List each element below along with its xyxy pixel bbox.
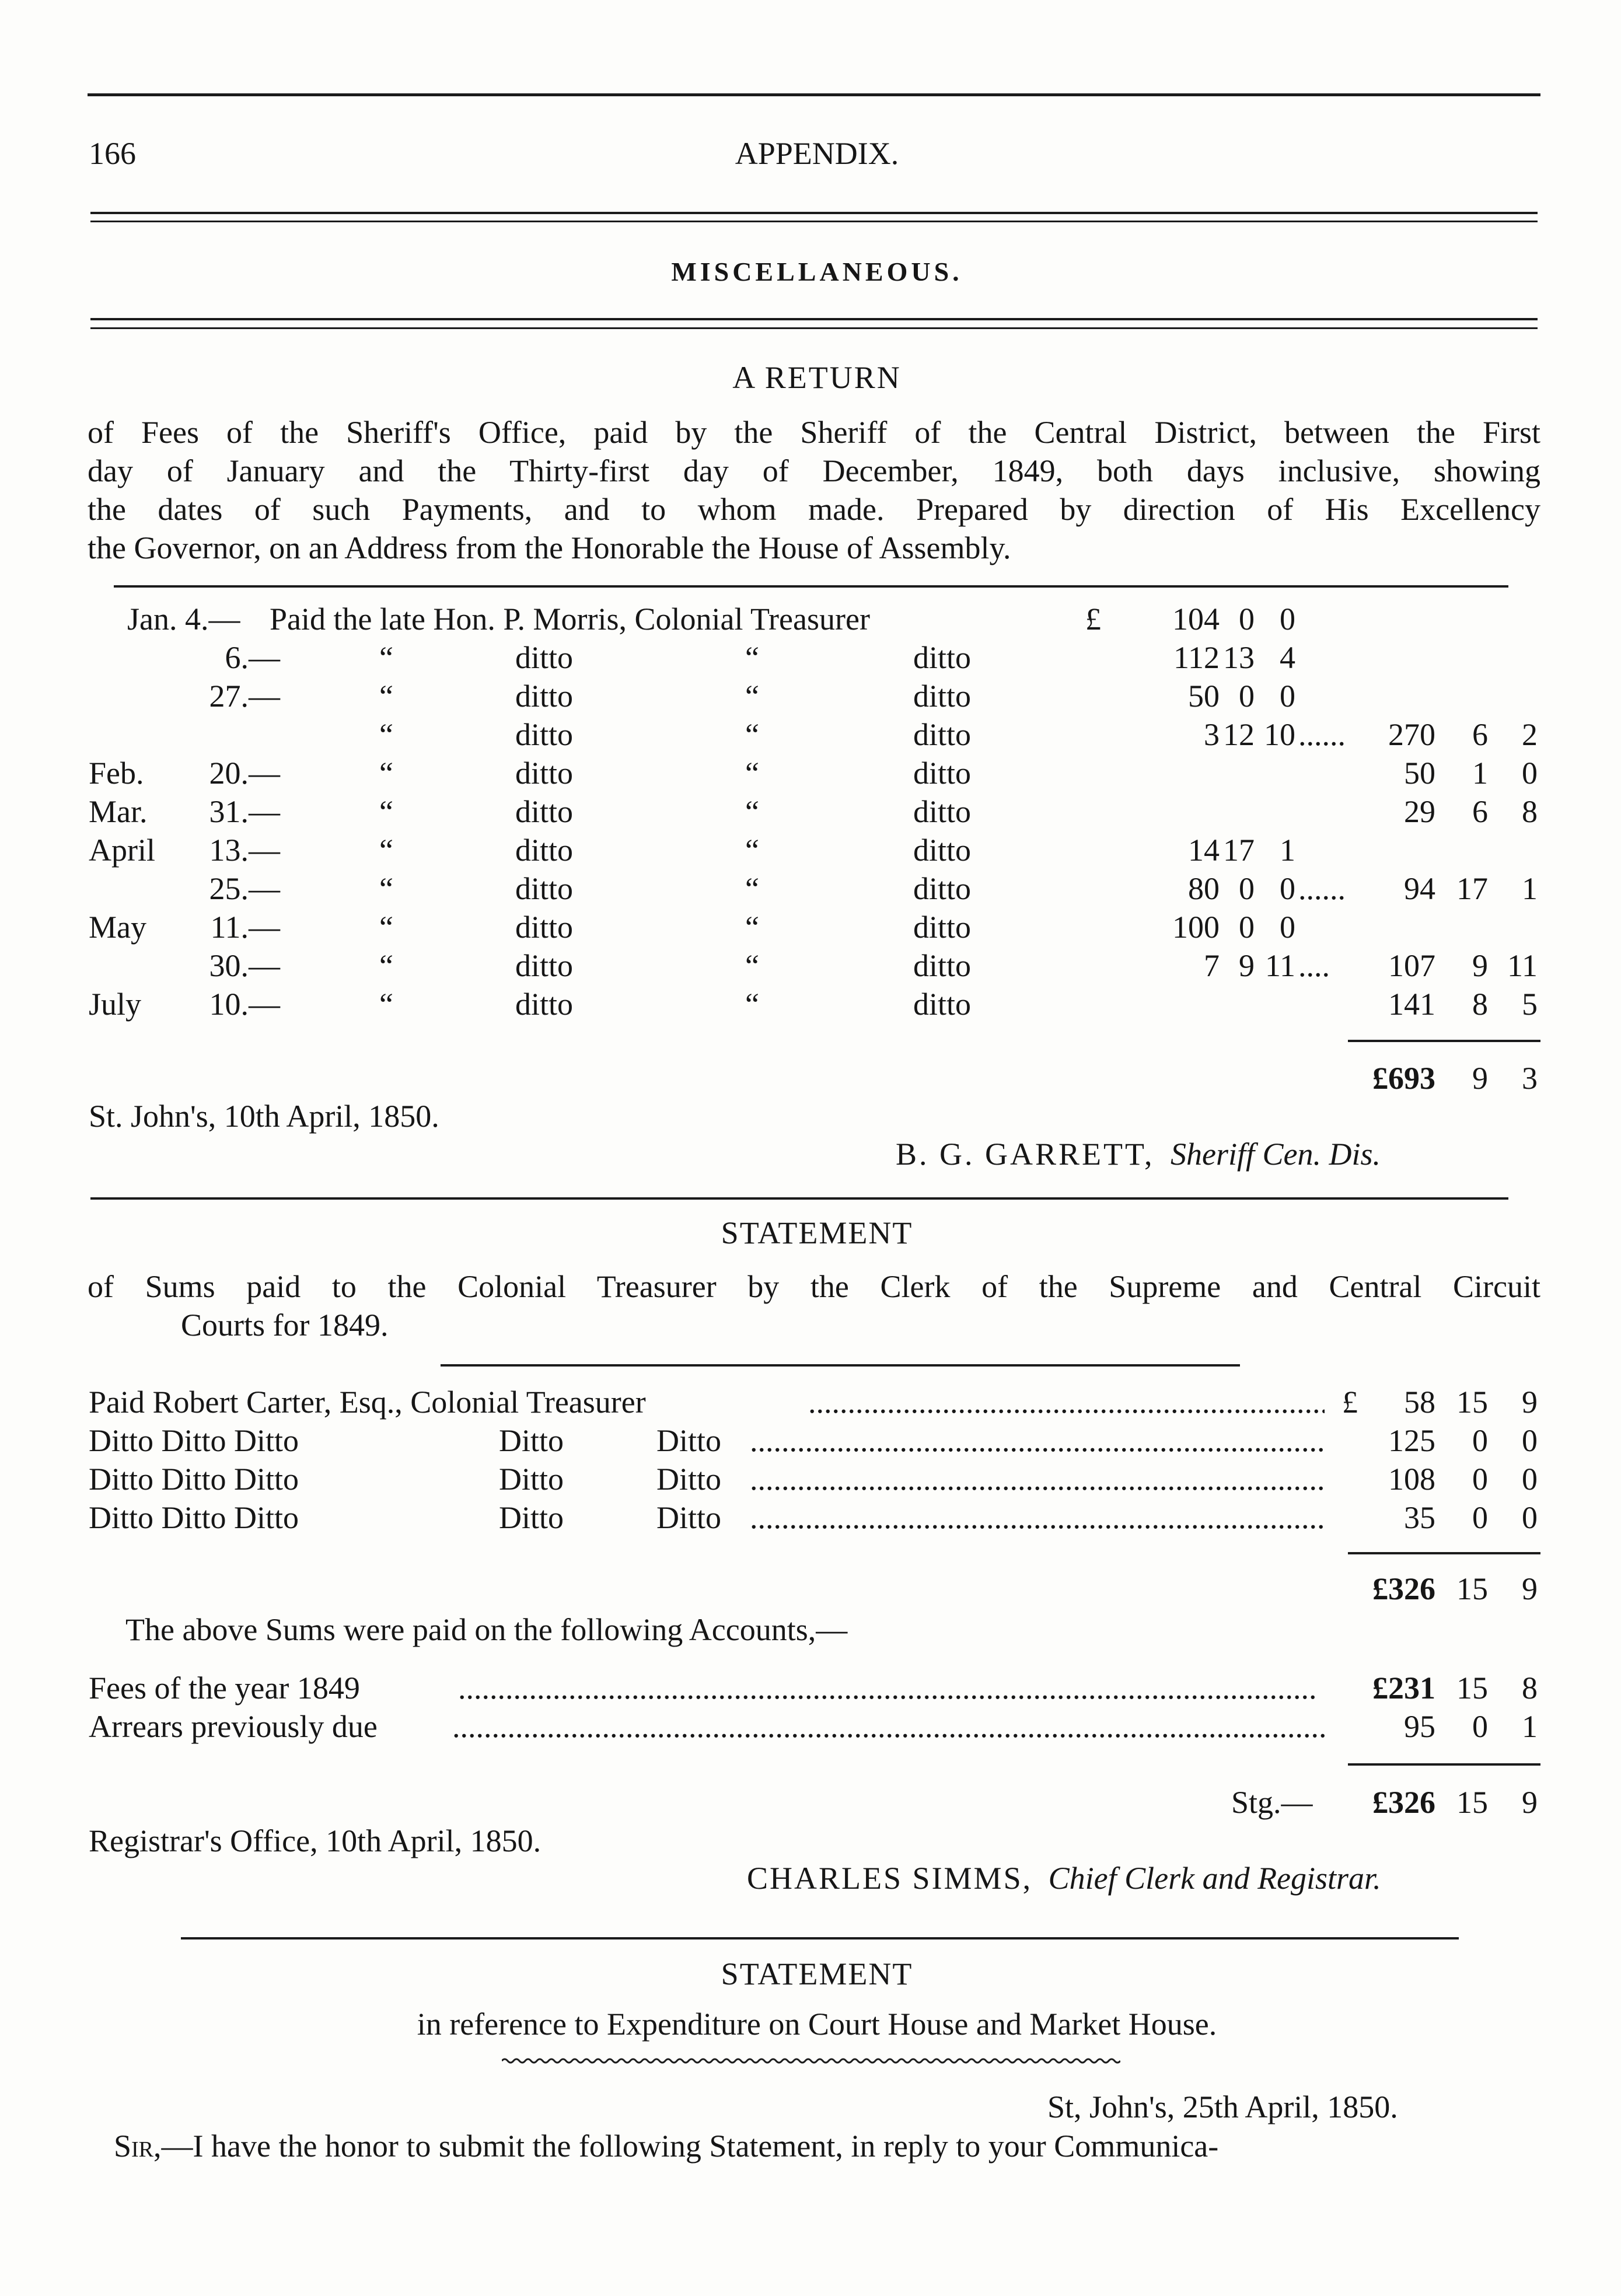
ditto-mark: “ [745,640,759,675]
row-a-pounds: 50 [1188,679,1220,714]
statement1-subtotal-rule [1348,1552,1540,1554]
section-rule-2 [90,327,1538,329]
row-pounds: 125 [1388,1423,1435,1458]
return-row-4 [0,754,1621,792]
return-row-6 [0,831,1621,869]
row-month: Mar. [89,794,148,829]
row-b-pounds: 94 [1404,871,1435,906]
row-payee: Paid the late Hon. P. Morris, Colonial Treasurer [270,602,870,637]
statement2-date: St, John's, 25th April, 1850. [1047,2089,1398,2124]
row-b-pence: 2 [1522,717,1538,752]
row-b-pounds: 141 [1388,987,1435,1022]
row-b-shillings: 1 [1472,756,1488,791]
row-month: Feb. [89,756,144,791]
account-pence: 1 [1522,1709,1538,1744]
account-row-0 [0,1669,1621,1707]
total-prefix: Stg.— [1231,1785,1313,1820]
ditto-mark: “ [745,948,759,983]
row-pounds: 58 [1404,1385,1435,1420]
row-pound-sign: £ [1085,602,1101,637]
row-shillings: 0 [1472,1423,1488,1458]
return-title: A RETURN [732,360,902,395]
row-b-pence: 8 [1522,794,1538,829]
statement1-intro-line1: of Sums paid to the Colonial Treasurer by the Clerk of the Supreme and Central Circuit [88,1269,1540,1304]
row-a-shillings: 12 [1223,717,1255,752]
row-leader: ...... [1298,871,1346,906]
row-a-shillings: 17 [1223,833,1255,868]
header-rule-1 [90,212,1538,214]
row-pounds: 35 [1404,1500,1435,1535]
row-ditto: ditto [913,794,972,829]
statement1-place-date: Registrar's Office, 10th April, 1850. [89,1823,542,1858]
row-a-pence: 0 [1280,679,1295,714]
statement2-subtitle: in reference to Expenditure on Court House and Market House. [417,2007,1217,2042]
ditto-mark: “ [379,987,393,1022]
ditto-mark: “ [745,987,759,1022]
return-place-date: St. John's, 10th April, 1850. [89,1099,439,1134]
ditto-mark: “ [745,910,759,945]
row-a-pence: 11 [1265,948,1295,983]
ditto-mark: “ [379,717,393,752]
row-b-pounds: 29 [1404,794,1435,829]
row-ditto: Ditto [499,1500,564,1535]
signature-title: Sheriff Cen. Dis. [1171,1137,1381,1172]
row-day: 13.— [209,833,280,868]
row-dot-leader [750,1421,1325,1460]
statement1-row-3 [0,1498,1621,1537]
return-intro-line: the dates of such Payments, and to whom made. Prepared by direction of His Excellency [88,492,1540,527]
row-month: July [89,987,142,1022]
statement1-signature [747,1859,1381,1897]
statement1-end-rule [181,1937,1459,1939]
row-day: 11.— [210,910,280,945]
statement2-title: STATEMENT [721,1956,913,1991]
account-row-1 [0,1707,1621,1746]
signature-name: CHARLES SIMMS, [747,1861,1033,1896]
row-day: 20.— [209,756,280,791]
row-ditto: ditto [913,640,972,675]
row-ditto: ditto [913,756,972,791]
return-row-2 [0,677,1621,715]
return-row-0 [0,600,1621,638]
row-a-shillings: 13 [1223,640,1255,675]
row-b-shillings: 8 [1472,987,1488,1022]
row-leader: ...... [1298,717,1346,752]
return-total-rule [1348,1040,1540,1042]
statement1-row-1 [0,1421,1621,1460]
statement1-title: STATEMENT [721,1215,913,1250]
row-a-pence: 1 [1280,833,1295,868]
return-rule [114,585,1508,588]
subtotal-pence: 9 [1522,1571,1538,1606]
row-ditto: Ditto [499,1423,564,1458]
row-a-pounds: 7 [1204,948,1220,983]
return-row-9 [0,946,1621,985]
return-row-5 [0,792,1621,831]
ditto-mark: “ [745,833,759,868]
row-shillings: 0 [1472,1462,1488,1497]
return-row-1 [0,638,1621,677]
signature-name: B. G. GARRETT, [896,1137,1155,1172]
account-shillings: 15 [1456,1671,1488,1706]
return-intro-line: of Fees of the Sheriff's Office, paid by the Sheriff of the Central District, between the First [88,415,1540,450]
ditto-mark: “ [379,948,393,983]
row-description: Paid Robert Carter, Esq., Colonial Treasurer [89,1385,646,1420]
row-b-pounds: 107 [1388,948,1435,983]
account-label: Arrears previously due [89,1709,378,1744]
row-ditto: ditto [515,871,574,906]
running-title: APPENDIX. [735,136,899,171]
ditto-mark: “ [379,640,393,675]
row-ditto: ditto [913,717,972,752]
wavy-rule [502,2055,1120,2067]
ditto-mark: “ [745,756,759,791]
row-ditto: Ditto [656,1462,722,1497]
row-a-pounds: 104 [1172,602,1220,637]
row-a-pence: 0 [1280,910,1295,945]
row-ditto: ditto [913,987,972,1022]
row-b-pence: 0 [1522,756,1538,791]
row-b-shillings: 9 [1472,948,1488,983]
header-rule-2 [90,221,1538,222]
ditto-mark: “ [379,756,393,791]
row-a-pounds: 112 [1173,640,1220,675]
statement1-subtotal [0,1570,1621,1608]
row-a-shillings: 0 [1239,602,1255,637]
row-ditto: ditto [515,833,574,868]
salutation: Sir, [114,2129,162,2164]
return-row-8 [0,908,1621,946]
row-a-pounds: 100 [1172,910,1220,945]
row-day: 10.— [209,987,280,1022]
row-description: Ditto Ditto Ditto [89,1462,299,1497]
subtotal-pounds: £326 [1372,1571,1435,1606]
row-b-shillings: 6 [1472,717,1488,752]
ditto-mark: “ [379,910,393,945]
account-label: Fees of the year 1849 [89,1671,360,1706]
ditto-mark: “ [379,833,393,868]
accounts-heading: The above Sums were paid on the following Accounts,— [125,1612,848,1647]
top-rule [88,93,1540,96]
total-pence: 3 [1522,1061,1538,1096]
row-pence: 0 [1522,1500,1538,1535]
row-dot-leader [452,1707,1325,1746]
row-ditto: ditto [515,679,574,714]
account-shillings: 0 [1472,1709,1488,1744]
row-a-shillings: 9 [1239,948,1255,983]
ditto-mark: “ [379,794,393,829]
row-ditto: Ditto [656,1500,722,1535]
row-pounds: 108 [1388,1462,1435,1497]
row-a-shillings: 0 [1239,910,1255,945]
row-b-pence: 11 [1507,948,1538,983]
total-pounds: £693 [1372,1061,1435,1096]
ditto-mark: “ [745,871,759,906]
row-b-pounds: 50 [1404,756,1435,791]
row-b-pence: 1 [1522,871,1538,906]
total-shillings: 9 [1472,1061,1488,1096]
ditto-mark: “ [379,871,393,906]
section-rule-1 [90,318,1538,320]
return-total [0,1059,1621,1098]
statement1-row-2 [0,1460,1621,1498]
row-dot-leader [458,1669,1319,1707]
return-row-7 [0,869,1621,908]
row-ditto: ditto [515,717,574,752]
total-pounds: £326 [1372,1785,1435,1820]
row-ditto: ditto [515,987,574,1022]
return-end-rule [90,1197,1508,1200]
row-pound-sign: £ [1342,1385,1358,1420]
statement1-intro-line2: Courts for 1849. [181,1308,389,1343]
statement1-total-rule [1348,1763,1540,1766]
row-ditto: ditto [913,871,972,906]
row-ditto: ditto [913,679,972,714]
total-shillings: 15 [1456,1785,1488,1820]
row-description: Ditto Ditto Ditto [89,1500,299,1535]
row-ditto: ditto [913,948,972,983]
row-day: Jan. 4.— [127,602,240,637]
ditto-mark: “ [745,717,759,752]
return-signature [896,1135,1381,1173]
account-pence: 8 [1522,1671,1538,1706]
ditto-mark: “ [379,679,393,714]
row-description: Ditto Ditto Ditto [89,1423,299,1458]
statement1-total [0,1783,1621,1822]
subtotal-shillings: 15 [1456,1571,1488,1606]
row-pence: 0 [1522,1423,1538,1458]
row-ditto: ditto [913,910,972,945]
row-day: 30.— [209,948,280,983]
account-pounds: 95 [1404,1709,1435,1744]
row-b-shillings: 17 [1456,871,1488,906]
return-row-10 [0,985,1621,1023]
row-dot-leader [750,1498,1325,1537]
row-a-pence: 4 [1280,640,1295,675]
row-dot-leader [750,1460,1325,1498]
total-pence: 9 [1522,1785,1538,1820]
body-text: —I have the honor to submit the following Statement, in reply to your Communica- [161,2129,1219,2164]
row-ditto: Ditto [656,1423,722,1458]
section-title: MISCELLANEOUS. [671,257,963,286]
statement1-row-0 [0,1383,1621,1421]
row-ditto: ditto [515,948,574,983]
statement2-body [114,2127,1218,2165]
statement1-rule [441,1364,1240,1367]
row-day: 25.— [209,871,280,906]
row-ditto: ditto [515,910,574,945]
row-shillings: 15 [1456,1385,1488,1420]
row-ditto: Ditto [499,1462,564,1497]
row-ditto: ditto [515,794,574,829]
row-a-pounds: 14 [1188,833,1220,868]
row-a-shillings: 0 [1239,679,1255,714]
page-number: 166 [89,136,136,171]
row-ditto: ditto [515,640,574,675]
return-intro-line: day of January and the Thirty-first day of December, 1849, both days inclusive, showing [88,453,1540,488]
row-pence: 9 [1522,1385,1538,1420]
row-a-pence: 0 [1280,602,1295,637]
row-ditto: ditto [913,833,972,868]
row-day: 27.— [209,679,280,714]
ditto-mark: “ [745,794,759,829]
row-month: April [89,833,155,868]
return-intro-line: the Governor, on an Address from the Honorable the House of Assembly. [88,530,1011,565]
row-ditto: ditto [515,756,574,791]
row-a-pounds: 3 [1204,717,1220,752]
row-dot-leader [808,1383,1325,1421]
row-a-pence: 0 [1280,871,1295,906]
row-pence: 0 [1522,1462,1538,1497]
row-shillings: 0 [1472,1500,1488,1535]
signature-title: Chief Clerk and Registrar. [1048,1861,1381,1896]
row-a-shillings: 0 [1239,871,1255,906]
row-day: 31.— [209,794,280,829]
row-b-pence: 5 [1522,987,1538,1022]
row-leader: .... [1298,948,1330,983]
row-a-pounds: 80 [1188,871,1220,906]
row-a-pence: 10 [1264,717,1295,752]
return-row-3 [0,715,1621,754]
account-pounds: £231 [1372,1671,1435,1706]
row-month: May [89,910,146,945]
row-b-pounds: 270 [1388,717,1435,752]
ditto-mark: “ [745,679,759,714]
row-day: 6.— [225,640,280,675]
row-b-shillings: 6 [1472,794,1488,829]
